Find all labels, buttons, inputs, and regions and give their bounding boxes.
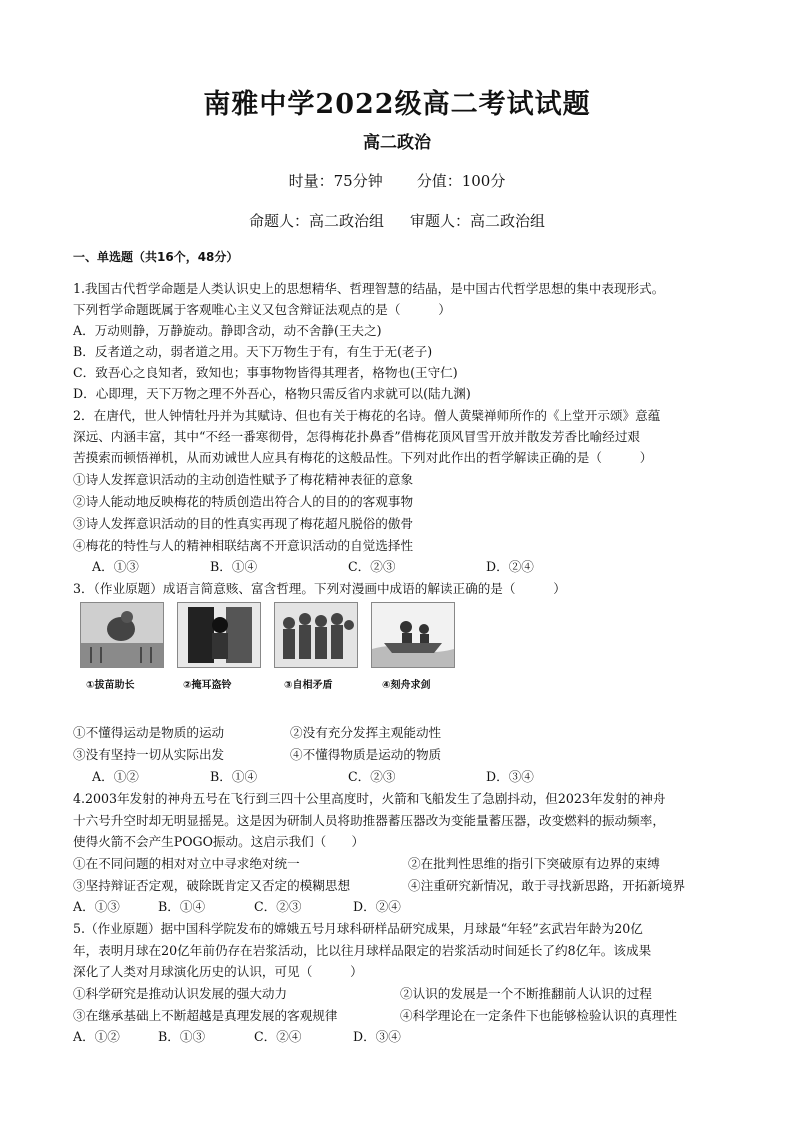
question-setter: 命题人：高二政治组 <box>248 212 384 230</box>
q1-option-a: A．万动则静，万静旋动。静即含动，动不舍静(王夫之) <box>73 323 382 338</box>
q3-choice-c: C．②③ <box>348 769 396 784</box>
q5-choice-d: D．③④ <box>353 1029 401 1044</box>
q3-item-3: ③没有坚持一切从实际出发 <box>73 747 225 762</box>
cartoon-pulling-seedlings <box>80 602 164 668</box>
q2-item-1: ①诗人发挥意识活动的主动创造性赋予了梅花精神表征的意象 <box>73 472 414 487</box>
q3-stem: 3．（作业原题）成语言简意赅、富含哲理。下列对漫画中成语的解读正确的是（ ） <box>73 581 566 596</box>
q1-stem-line1: 1.我国古代哲学命题是人类认识史上的思想精华、哲理智慧的结晶，是中国古代哲学思想的集中表现形式。 <box>73 281 665 296</box>
q4-choice-d: D．②④ <box>353 899 401 914</box>
time-limit: 时量：75分钟 <box>288 172 383 190</box>
q5-item-4: ④科学理论在一定条件下也能够检验认识的真理性 <box>400 1008 678 1023</box>
q3-item-2: ②没有充分发挥主观能动性 <box>290 725 442 740</box>
section-heading: 一、单选题（共16个，48分） <box>73 250 239 264</box>
q1-option-b: B．反者道之动，弱者道之用。天下万物生于有，有生于无(老子) <box>73 344 433 359</box>
q5-stem-line2: 年，表明月球在20亿年前仍存在岩浆活动，比以往月球样品限定的岩浆活动时间延长了约8亿年。该成果 <box>73 943 652 958</box>
q2-stem-line2: 深远、内涵丰富，其中“不经一番寒彻骨，怎得梅花扑鼻香”借梅花顶风冒雪开放并散发芳香比喻经过艰 <box>73 429 641 444</box>
q4-item-3: ③坚持辩证否定观，破除既肯定又否定的模糊思想 <box>73 878 351 893</box>
q2-stem-line3: 苦摸索而顿悟禅机，从而劝诫世人应具有梅花的这般品性。下列对此作出的哲学解读正确的是（ ） <box>73 450 653 465</box>
cartoon-caption-3: ③自相矛盾 <box>284 680 333 691</box>
q5-item-1: ①科学研究是推动认识发展的强大动力 <box>73 986 288 1001</box>
cartoon-covering-ears <box>177 602 261 668</box>
cartoon-2-illustration <box>178 603 260 667</box>
q4-stem-line2: 十六号升空时却无明显摇晃。这是因为研制人员将助推器蓄压器改为变能量蓄压器，改变燃料的振动频率， <box>73 813 665 828</box>
q2-item-4: ④梅花的特性与人的精神相联结离不开意识活动的自觉选择性 <box>73 538 414 553</box>
q2-stem-line1: 2．在唐代，世人钟情牡丹并为其赋诗、但也有关于梅花的名诗。僧人黄檗禅师所作的《上堂开示颂》意蕴 <box>73 408 661 423</box>
q2-choice-a: A．①③ <box>92 559 139 574</box>
q5-item-3: ③在继承基础上不断超越是真理发展的客观规律 <box>73 1008 338 1023</box>
q4-item-4: ④注重研究新情况，敢于寻找新思路，开拓新境界 <box>408 878 686 893</box>
subject-title: 高二政治 <box>363 133 431 153</box>
q2-choice-c: C．②③ <box>348 559 396 574</box>
q4-choice-c: C．②③ <box>254 899 302 914</box>
cartoon-1-illustration <box>81 603 163 667</box>
q1-stem-line2: 下列哲学命题既属于客观唯心主义又包含辩证法观点的是（ ） <box>73 302 451 317</box>
q4-stem-line1: 4.2003年发射的神舟五号在飞行到三四十公里高度时，火箭和飞船发生了急剧抖动，但2023年发射的神舟 <box>73 791 666 806</box>
q4-item-1: ①在不同问题的相对对立中寻求绝对统一 <box>73 856 300 871</box>
total-score: 分值：100分 <box>416 172 506 190</box>
q1-option-d: D．心即理，天下万物之理不外吾心，格物只需反省内求就可以(陆九渊) <box>73 386 471 401</box>
cartoon-3-illustration <box>275 603 357 667</box>
q5-stem-line1: 5.（作业原题）据中国科学院发布的嫦娥五号月球科研样品研究成果，月球最“年轻”玄武岩年龄为20亿 <box>73 921 643 936</box>
q5-choice-c: C．②④ <box>254 1029 302 1044</box>
q4-choice-b: B．①④ <box>158 899 206 914</box>
q2-choice-b: B．①④ <box>210 559 258 574</box>
page-title: 南雅中学2022级高二考试试题 <box>203 89 591 120</box>
cartoon-4-illustration <box>372 603 454 667</box>
q4-choice-a: A．①③ <box>73 899 120 914</box>
question-reviewer: 审题人：高二政治组 <box>410 212 546 230</box>
cartoon-boat-sword <box>371 602 455 668</box>
q3-choice-a: A．①② <box>92 769 139 784</box>
q5-item-2: ②认识的发展是一个不断推翻前人认识的过程 <box>400 986 652 1001</box>
exam-authors <box>0 210 794 231</box>
q3-choice-d: D．③④ <box>486 769 534 784</box>
q1-option-c: C．致吾心之良知者，致知也；事事物物皆得其理者，格物也(王守仁) <box>73 365 458 380</box>
q4-item-2: ②在批判性思维的指引下突破原有边界的束缚 <box>408 856 660 871</box>
q4-stem-line3: 使得火箭不会产生POGO振动。这启示我们（ ） <box>73 834 365 849</box>
q3-choice-b: B．①④ <box>210 769 258 784</box>
q2-choice-d: D．②④ <box>486 559 534 574</box>
q2-item-2: ②诗人能动地反映梅花的特质创造出符合人的目的的客观事物 <box>73 494 414 509</box>
cartoon-self-contradiction <box>274 602 358 668</box>
q2-item-3: ③诗人发挥意识活动的目的性真实再现了梅花超凡脱俗的傲骨 <box>73 516 414 531</box>
q5-choice-a: A．①② <box>73 1029 120 1044</box>
q5-choice-b: B．①③ <box>158 1029 206 1044</box>
cartoon-caption-1: ①拔苗助长 <box>86 680 135 691</box>
exam-meta <box>0 170 794 191</box>
cartoon-caption-2: ②掩耳盗铃 <box>183 680 232 691</box>
q3-item-1: ①不懂得运动是物质的运动 <box>73 725 225 740</box>
q3-item-4: ④不懂得物质是运动的物质 <box>290 747 442 762</box>
cartoon-caption-4: ④刻舟求剑 <box>382 680 431 691</box>
q5-stem-line3: 深化了人类对月球演化历史的认识，可见（ ） <box>73 964 363 979</box>
